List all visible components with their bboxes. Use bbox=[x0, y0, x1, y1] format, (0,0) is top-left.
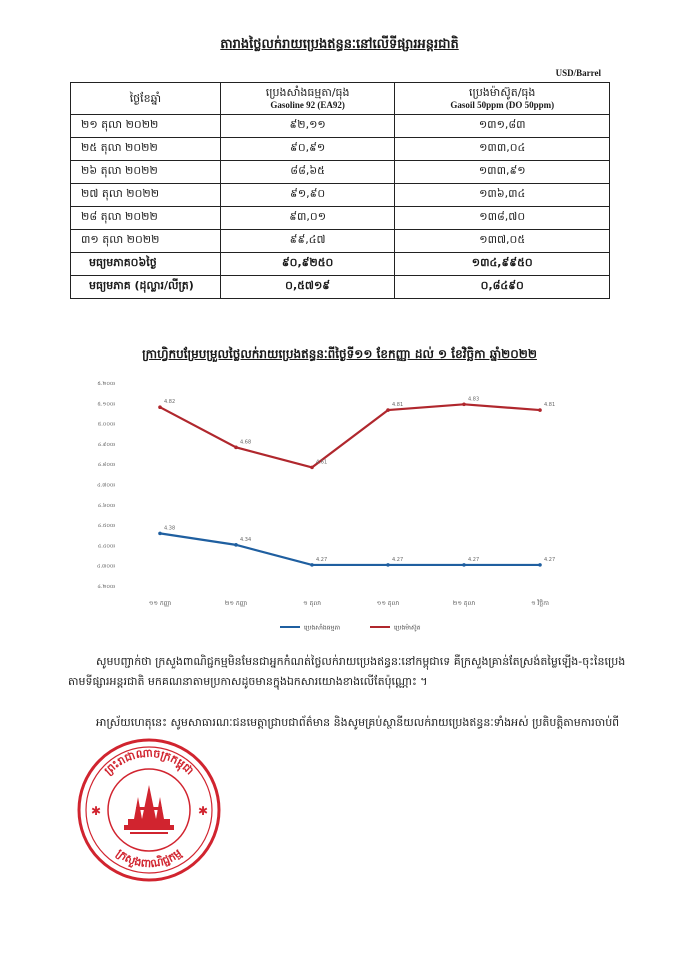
y-tick-label: ៥.១០០៛ bbox=[97, 401, 115, 408]
seal-star-right: ✱ bbox=[198, 804, 209, 818]
row-date: ២១ តុលា ២០២២ bbox=[71, 115, 221, 138]
y-tick-label: ៤.៣០០៛ bbox=[96, 563, 115, 570]
row-date: ២៦ តុលា ២០២២ bbox=[71, 161, 221, 184]
chart-title: ក្រាហ្វិកបម្រែបម្រួលថ្លៃលក់រាយប្រេងឥន្ធនៈពីថ្ងៃទី១១ ខែកញ្ញា ដល់ ១ ខែវិច្ឆិកា ឆ្នាំ២០២២ bbox=[142, 347, 537, 361]
y-tick-label: ៤.៩០០៛ bbox=[97, 441, 115, 448]
data-point bbox=[234, 446, 238, 450]
row-gasoline-price: ៩៣,០១ bbox=[220, 207, 395, 230]
header-gasoline-en: Gasoline 92 (EA92) bbox=[270, 99, 345, 110]
data-point bbox=[310, 563, 314, 567]
row-gasoline-price: ៩១,៩០ bbox=[220, 184, 395, 207]
average-per-liter-row bbox=[71, 276, 610, 299]
row-diesel-price: ១៣៨,៧០ bbox=[395, 207, 610, 230]
x-tick-label: ២១ តុលា bbox=[452, 600, 476, 607]
data-label: 4.27 bbox=[544, 556, 556, 563]
data-label: 4.27 bbox=[392, 556, 404, 563]
table-row bbox=[71, 207, 610, 230]
price-table bbox=[70, 82, 610, 299]
row-gasoline-price: ៩៩,៤៧ bbox=[220, 230, 395, 253]
row-gasoline-price: ៩២,១១ bbox=[220, 115, 395, 138]
row-diesel-price: ១៣៦,៣៤ bbox=[395, 184, 610, 207]
data-label: 4.27 bbox=[316, 556, 328, 563]
data-point bbox=[538, 563, 542, 567]
header-gasoline-kh: ប្រេងសាំងធម្មតា/ធុង bbox=[265, 85, 350, 99]
average-gasoline: ៩០,៩២៥០ bbox=[220, 253, 395, 276]
row-date: ២៨ តុលា ២០២២ bbox=[71, 207, 221, 230]
legend-label: ប្រេងសាំងធម្មតា bbox=[304, 624, 341, 632]
table-row bbox=[71, 184, 610, 207]
notice-paragraph-1: សូមបញ្ជាក់ថា ក្រសួងពាណិជ្ជកម្មមិនមែនជាអ្នកកំណត់ថ្លៃលក់រាយប្រេងឥន្ធនៈនៅកម្ពុជាទេ គឺក្រសួងគ្រាន់តែស្រង់តម្លៃឡើង-ចុះនៃប្រេងតាមទីផ្សារអន្តរជាតិ មកគណនាតាមប្រកាសដូចមានក្នុងឯកសារយោងខាងលើតែប៉ុណ្ណោះ ។ bbox=[68, 655, 626, 688]
header-diesel-kh: ប្រេងម៉ាស៊ូត/ធុង bbox=[469, 85, 536, 99]
data-label: 4.38 bbox=[164, 525, 176, 532]
unit-label: USD/Barrel bbox=[555, 68, 601, 78]
x-tick-label: ១១ កញ្ញា bbox=[148, 600, 172, 607]
price-chart bbox=[80, 372, 600, 642]
data-label: 4.27 bbox=[468, 556, 480, 563]
row-diesel-price: ១៣៣,៩១ bbox=[395, 161, 610, 184]
row-date: ២៥ តុលា ២០២២ bbox=[71, 138, 221, 161]
x-tick-label: ១ វិច្ឆិកា bbox=[531, 600, 549, 607]
data-label: 4.83 bbox=[468, 396, 480, 403]
seal-top-text: ព្រះរាជាណាចក្រកម្ពុជា bbox=[101, 746, 197, 778]
table-row bbox=[71, 161, 610, 184]
average-per-liter-diesel: ០,៨៤៩០ bbox=[395, 276, 610, 299]
temple-emblem bbox=[124, 785, 174, 834]
y-tick-label: ៤.៦០០៛ bbox=[97, 502, 115, 509]
y-tick-label: ៥.០០០៛ bbox=[97, 421, 115, 428]
data-point bbox=[462, 563, 466, 567]
data-point bbox=[310, 466, 314, 470]
y-tick-label: ៤.៥០០៛ bbox=[97, 523, 115, 530]
data-label: 4.81 bbox=[544, 402, 556, 409]
header-diesel bbox=[395, 83, 610, 115]
data-point bbox=[386, 408, 390, 412]
seal-star-left: ✱ bbox=[91, 804, 102, 818]
table-row bbox=[71, 138, 610, 161]
document-title: តារាងថ្លៃលក់រាយប្រេងឥន្ធនៈនៅលើទីផ្សារអន្តរជាតិ bbox=[220, 37, 459, 52]
legend-label: ប្រេងម៉ាស៊ូត bbox=[394, 624, 421, 632]
row-gasoline-price: ៨៨,៦៥ bbox=[220, 161, 395, 184]
average-diesel: ១៣៤,៩៩៥០ bbox=[395, 253, 610, 276]
data-label: 4.34 bbox=[240, 536, 252, 543]
header-diesel-en: Gasoil 50ppm (DO 50ppm) bbox=[450, 99, 555, 110]
y-tick-label: ៤.៧០០៛ bbox=[97, 482, 115, 489]
y-tick-label: ៥.២០០៛ bbox=[97, 381, 115, 387]
data-point bbox=[538, 408, 542, 412]
data-label: 4.61 bbox=[316, 459, 328, 466]
average-label: មធ្យមភាគ០៦ថ្ងៃ bbox=[71, 253, 221, 276]
data-point bbox=[386, 563, 390, 567]
average-per-liter-label: មធ្យមភាគ (ដុល្លារ/លីត្រ) bbox=[71, 276, 221, 299]
table-header-row bbox=[71, 83, 610, 115]
row-date: ៣១ តុលា ២០២២ bbox=[71, 230, 221, 253]
row-gasoline-price: ៩០,៩១ bbox=[220, 138, 395, 161]
data-point bbox=[234, 543, 238, 547]
row-diesel-price: ១៣៧,០៥ bbox=[395, 230, 610, 253]
seal-bottom-text: ក្រសួងពាណិជ្ជកម្ម bbox=[113, 846, 185, 871]
average-per-liter-gasoline: ០,៥៧១៩ bbox=[220, 276, 395, 299]
x-tick-label: ១១ តុលា bbox=[376, 600, 400, 607]
y-tick-label: ៤.២០០៛ bbox=[97, 584, 115, 590]
y-tick-label: ៤.៤០០៛ bbox=[97, 543, 115, 550]
series-line-gasoline bbox=[160, 533, 540, 565]
table-row bbox=[71, 230, 610, 253]
ministry-seal bbox=[74, 735, 224, 885]
row-diesel-price: ១៣១,៨៣ bbox=[395, 115, 610, 138]
y-tick-label: ៤.៨០០៛ bbox=[97, 462, 115, 469]
data-label: 4.81 bbox=[392, 402, 404, 409]
x-tick-label: ១ តុលា bbox=[303, 600, 321, 607]
notice-paragraph-2: អាស្រ័យហេតុនេះ សូមសាធារណៈជនមេត្តាជ្រាបជាព័ត៌មាន និងសូមគ្រប់ស្ថានីយលក់រាយប្រេងឥន្ធនៈទាំងអស់ ប្រតិបត្តិតាមការចាប់ពី bbox=[96, 716, 620, 729]
series-line-diesel bbox=[160, 404, 540, 467]
data-point bbox=[158, 532, 162, 536]
row-diesel-price: ១៣៣,០៤ bbox=[395, 138, 610, 161]
data-point bbox=[158, 405, 162, 409]
table-row bbox=[71, 115, 610, 138]
row-date: ២៧ តុលា ២០២២ bbox=[71, 184, 221, 207]
x-tick-label: ២១ កញ្ញា bbox=[224, 600, 248, 607]
data-label: 4.68 bbox=[240, 439, 252, 446]
data-label: 4.82 bbox=[164, 399, 176, 406]
data-point bbox=[462, 403, 466, 407]
header-gasoline bbox=[220, 83, 395, 115]
average-row bbox=[71, 253, 610, 276]
header-date: ថ្ងៃខែឆ្នាំ bbox=[71, 83, 221, 115]
